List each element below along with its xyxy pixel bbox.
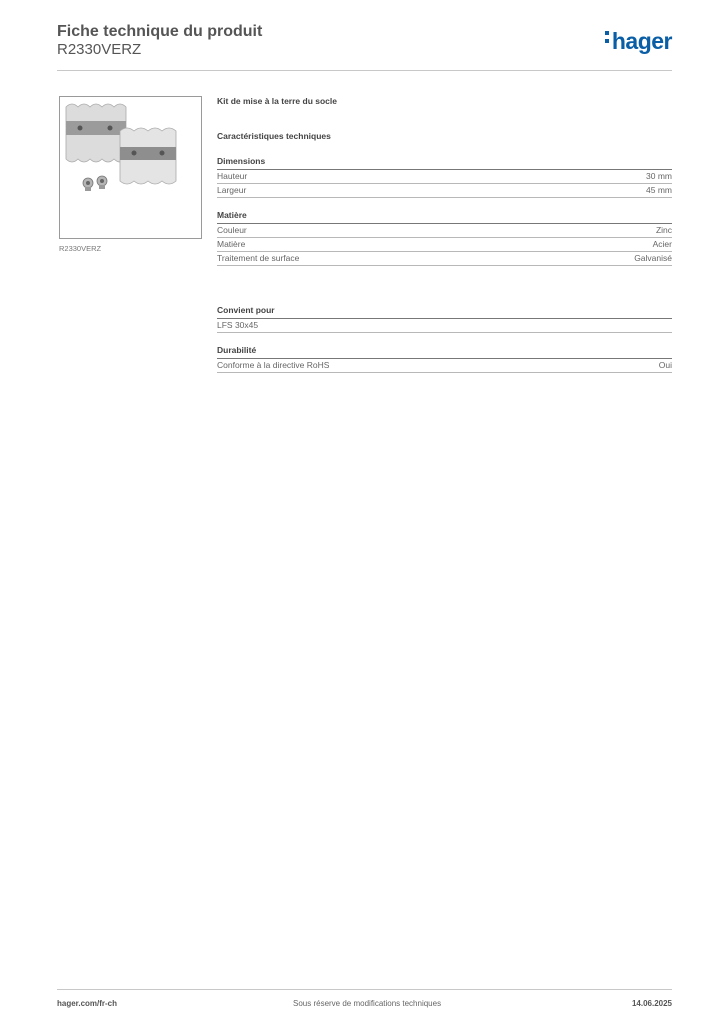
grounding-kit-product-image <box>60 97 201 238</box>
spec-label: Traitement de surface <box>217 253 300 263</box>
footer-website-link[interactable]: hager.com/fr-ch <box>57 999 118 1008</box>
spec-label: Couleur <box>217 225 247 235</box>
spec-row <box>217 184 672 198</box>
document-title: Fiche technique du produit <box>57 23 263 40</box>
spec-row <box>217 319 672 333</box>
spec-row <box>217 238 672 252</box>
group-title: Dimensions <box>217 156 672 170</box>
spec-label: Hauteur <box>217 171 248 181</box>
footer-notice: Sous réserve de modifications techniques <box>293 999 442 1008</box>
spec-label: Matière <box>217 239 246 249</box>
spec-label: LFS 30x45 <box>217 320 259 330</box>
spec-value: Acier <box>652 239 672 249</box>
spec-label: Largeur <box>217 185 247 195</box>
group-title: Convient pour <box>217 305 672 319</box>
group-title: Durabilité <box>217 345 672 359</box>
spec-value: Zinc <box>655 225 672 235</box>
footer-date: 14.06.2025 <box>631 999 672 1008</box>
spec-value: Oui <box>658 360 672 370</box>
logo-text: hager <box>611 28 672 54</box>
spec-row <box>217 252 672 266</box>
spec-group-compatibility <box>217 305 672 333</box>
spec-value: 30 mm <box>646 171 672 181</box>
spec-group-dimensions <box>217 156 672 198</box>
spec-row <box>217 359 672 373</box>
photo-caption: R2330VERZ <box>59 244 102 253</box>
spec-value: Galvanisé <box>634 253 672 263</box>
product-name: Kit de mise à la terre du socle <box>217 96 337 106</box>
spec-label: Conforme à la directive RoHS <box>217 360 330 370</box>
section-title: Caractéristiques techniques <box>217 131 331 141</box>
spec-group-material <box>217 210 672 266</box>
spec-row <box>217 170 672 184</box>
product-code: R2330VERZ <box>57 41 142 58</box>
page-header <box>57 20 672 71</box>
group-title: Matière <box>217 210 672 224</box>
logo-colon-icon <box>605 27 610 47</box>
product-photo <box>59 96 202 239</box>
hager-logo <box>605 28 672 55</box>
spec-value: 45 mm <box>646 185 672 195</box>
spec-group-durability <box>217 345 672 373</box>
page-footer <box>57 989 672 1020</box>
spec-row <box>217 224 672 238</box>
